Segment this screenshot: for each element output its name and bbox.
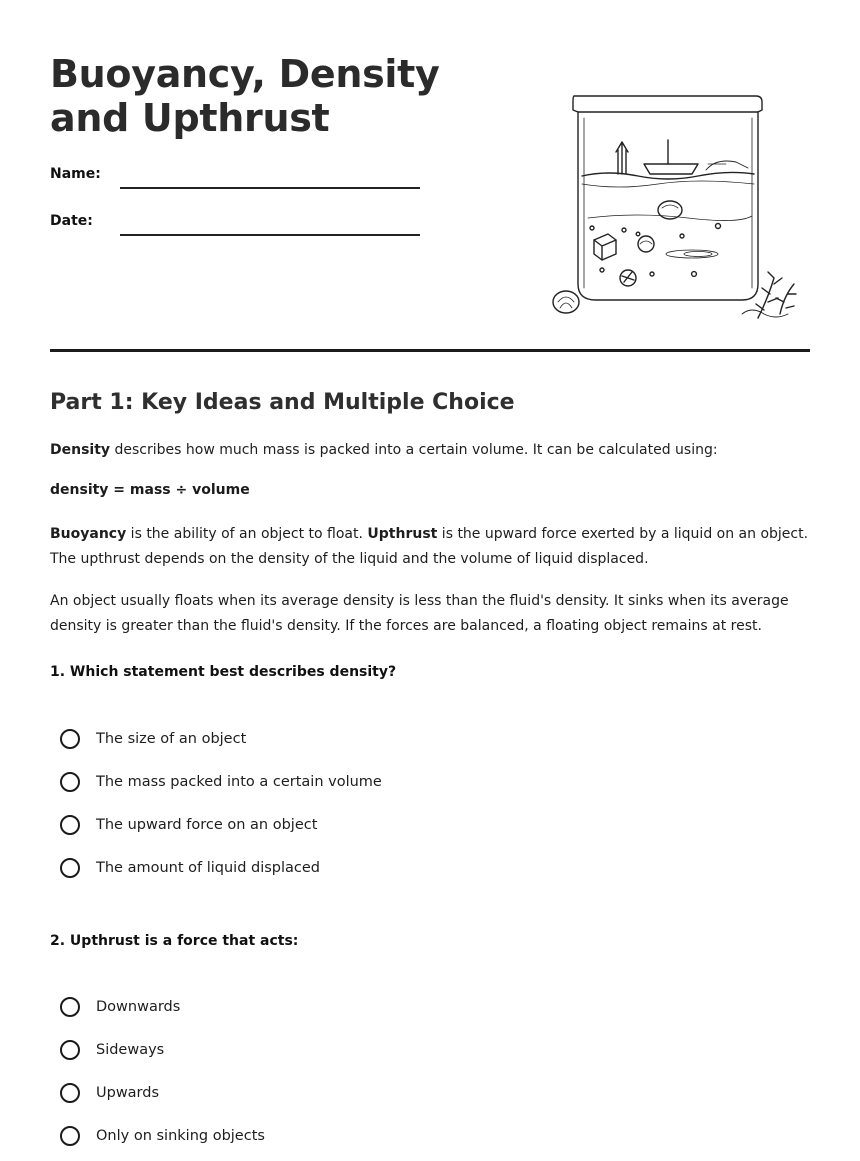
page-title: Buoyancy, Density and Upthrust — [50, 52, 440, 140]
section-title-part1: Part 1: Key Ideas and Multiple Choice — [50, 390, 515, 415]
density-paragraph — [50, 438, 810, 463]
float-paragraph: An object usually floats when its average density is less than the fluid's density. It sinks when its average density is greater than the fluid's density. If the forces are balanced, a floating object remains at rest. — [50, 593, 789, 634]
option-label: Sideways — [96, 1042, 165, 1058]
radio-button[interactable] — [60, 858, 80, 878]
option-label: The mass packed into a certain volume — [96, 774, 382, 790]
q2-option-4[interactable] — [60, 1126, 265, 1146]
buoyancy-paragraph — [50, 522, 810, 572]
section-divider — [50, 349, 810, 352]
option-label: Downwards — [96, 999, 181, 1015]
option-label: The upward force on an object — [96, 817, 318, 833]
date-field[interactable] — [120, 234, 420, 236]
option-label: Upwards — [96, 1085, 160, 1101]
density-text: describes how much mass is packed into a certain volume. It can be calculated using: — [110, 442, 718, 458]
radio-button[interactable] — [60, 1040, 80, 1060]
q1-option-1[interactable] — [60, 729, 246, 749]
q1-option-3[interactable] — [60, 815, 317, 835]
option-label: The amount of liquid displaced — [96, 860, 321, 876]
radio-button[interactable] — [60, 997, 80, 1017]
q1-option-2[interactable] — [60, 772, 382, 792]
q2-option-1[interactable] — [60, 997, 180, 1017]
radio-button[interactable] — [60, 1126, 80, 1146]
date-label: Date: — [50, 213, 93, 229]
buoyancy-term: Buoyancy — [50, 526, 127, 542]
question-2: 2. Upthrust is a force that acts: — [50, 933, 299, 949]
name-field[interactable] — [120, 187, 420, 189]
aquarium-tank-icon — [548, 88, 798, 328]
q2-option-3[interactable] — [60, 1083, 159, 1103]
option-label: Only on sinking objects — [96, 1128, 265, 1144]
radio-button[interactable] — [60, 1083, 80, 1103]
buoyancy-text: is the ability of an object to float. — [126, 526, 368, 542]
radio-button[interactable] — [60, 815, 80, 835]
q2-option-2[interactable] — [60, 1040, 164, 1060]
upthrust-text: is the upward force exerted by a liquid on an object. The upthrust depends on the density of the liquid and the volume of liquid displaced. — [50, 526, 809, 567]
upthrust-term: Upthrust — [367, 526, 438, 542]
option-label: The size of an object — [96, 731, 247, 747]
radio-button[interactable] — [60, 729, 80, 749]
density-formula: density = mass ÷ volume — [50, 482, 250, 498]
question-1: 1. Which statement best describes density? — [50, 664, 397, 680]
name-label: Name: — [50, 166, 101, 182]
radio-button[interactable] — [60, 772, 80, 792]
q1-option-4[interactable] — [60, 858, 320, 878]
density-term: Density — [50, 442, 111, 458]
